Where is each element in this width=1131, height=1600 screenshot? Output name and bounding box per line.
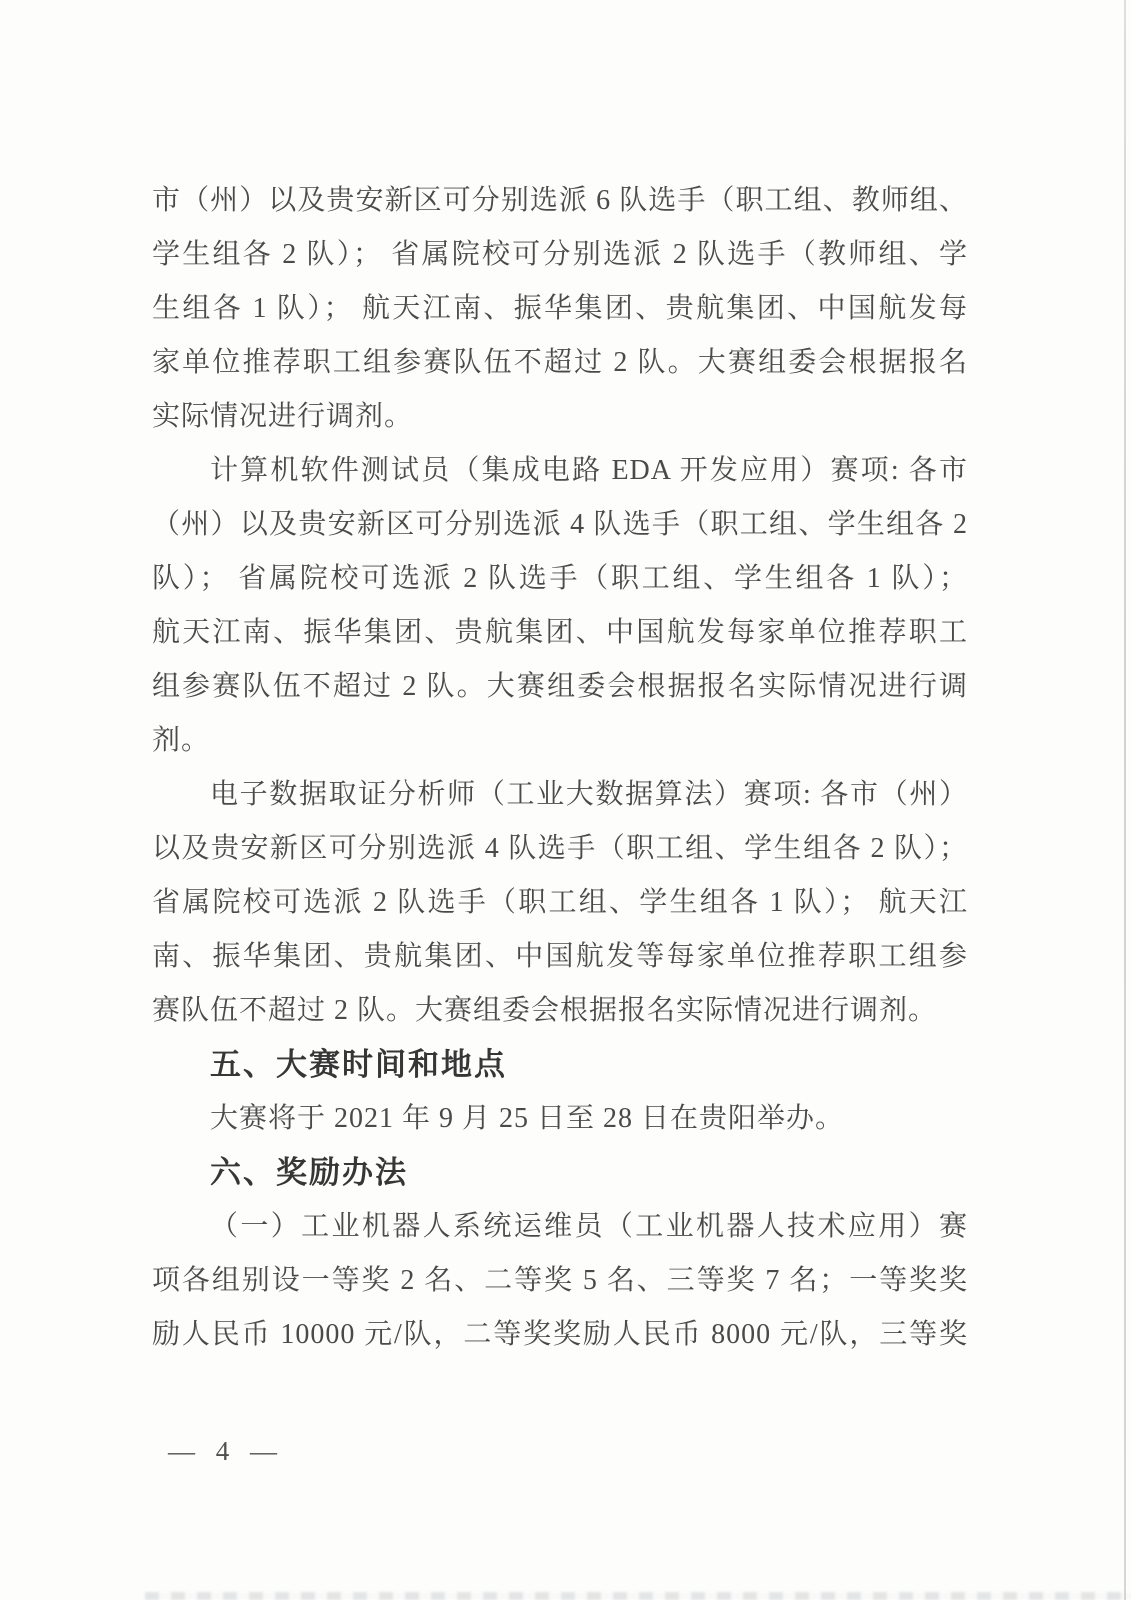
text-line: 省属院校可选派 2 队选手（职工组、学生组各 1 队）； 航天江 (152, 887, 968, 918)
scan-edge-line (1124, 0, 1126, 1600)
text-line: 赛队伍不超过 2 队。大赛组委会根据报名实际情况进行调剂。 (152, 995, 938, 1026)
text-line: 励人民币 10000 元/队，二等奖奖励人民币 8000 元/队，三等奖 (152, 1319, 968, 1350)
text-line: （一）工业机器人系统运维员（工业机器人技术应用）赛 (210, 1211, 968, 1242)
text-line: 南、振华集团、贵航集团、中国航发等每家单位推荐职工组参 (152, 941, 968, 972)
text-line: 航天江南、振华集团、贵航集团、中国航发每家单位推荐职工 (152, 617, 968, 648)
page-number: — 4 — (168, 1436, 284, 1466)
paragraph (152, 174, 968, 444)
heading-text: 六、奖励办法 (210, 1155, 408, 1190)
text-line: 剂。 (152, 725, 211, 756)
paragraph (152, 1200, 968, 1362)
text-line: 大赛将于 2021 年 9 月 25 日至 28 日在贵阳举办。 (210, 1103, 845, 1134)
text-line: （州）以及贵安新区可分别选派 4 队选手（职工组、学生组各 2 (152, 509, 968, 540)
text-line: 市（州）以及贵安新区可分别选派 6 队选手（职工组、教师组、 (152, 185, 968, 216)
paragraph (152, 1092, 968, 1146)
text-line: 组参赛队伍不超过 2 队。大赛组委会根据报名实际情况进行调 (152, 671, 968, 702)
text-line: 队）； 省属院校可选派 2 队选手（职工组、学生组各 1 队）； (152, 563, 968, 594)
section-heading (152, 1038, 968, 1092)
document-body (152, 174, 968, 1362)
text-line: 以及贵安新区可分别选派 4 队选手（职工组、学生组各 2 队）； (152, 833, 968, 864)
text-line: 电子数据取证分析师（工业大数据算法）赛项: 各市（州） (210, 779, 968, 810)
text-line: 家单位推荐职工组参赛队伍不超过 2 队。大赛组委会根据报名 (152, 347, 968, 378)
paragraph (152, 444, 968, 768)
text-line: 计算机软件测试员（集成电路 EDA 开发应用）赛项: 各市 (210, 455, 968, 486)
text-line: 生组各 1 队）； 航天江南、振华集团、贵航集团、中国航发每 (152, 293, 968, 324)
heading-text: 五、大赛时间和地点 (210, 1047, 507, 1082)
text-line: 实际情况进行调剂。 (152, 401, 414, 432)
text-line: 学生组各 2 队）； 省属院校可分别选派 2 队选手（教师组、学 (152, 239, 968, 270)
paragraph (152, 768, 968, 1038)
section-heading (152, 1146, 968, 1200)
text-line: 项各组别设一等奖 2 名、二等奖 5 名、三等奖 7 名；一等奖奖 (152, 1265, 968, 1296)
scan-cutoff-text-strip (145, 1592, 1131, 1600)
